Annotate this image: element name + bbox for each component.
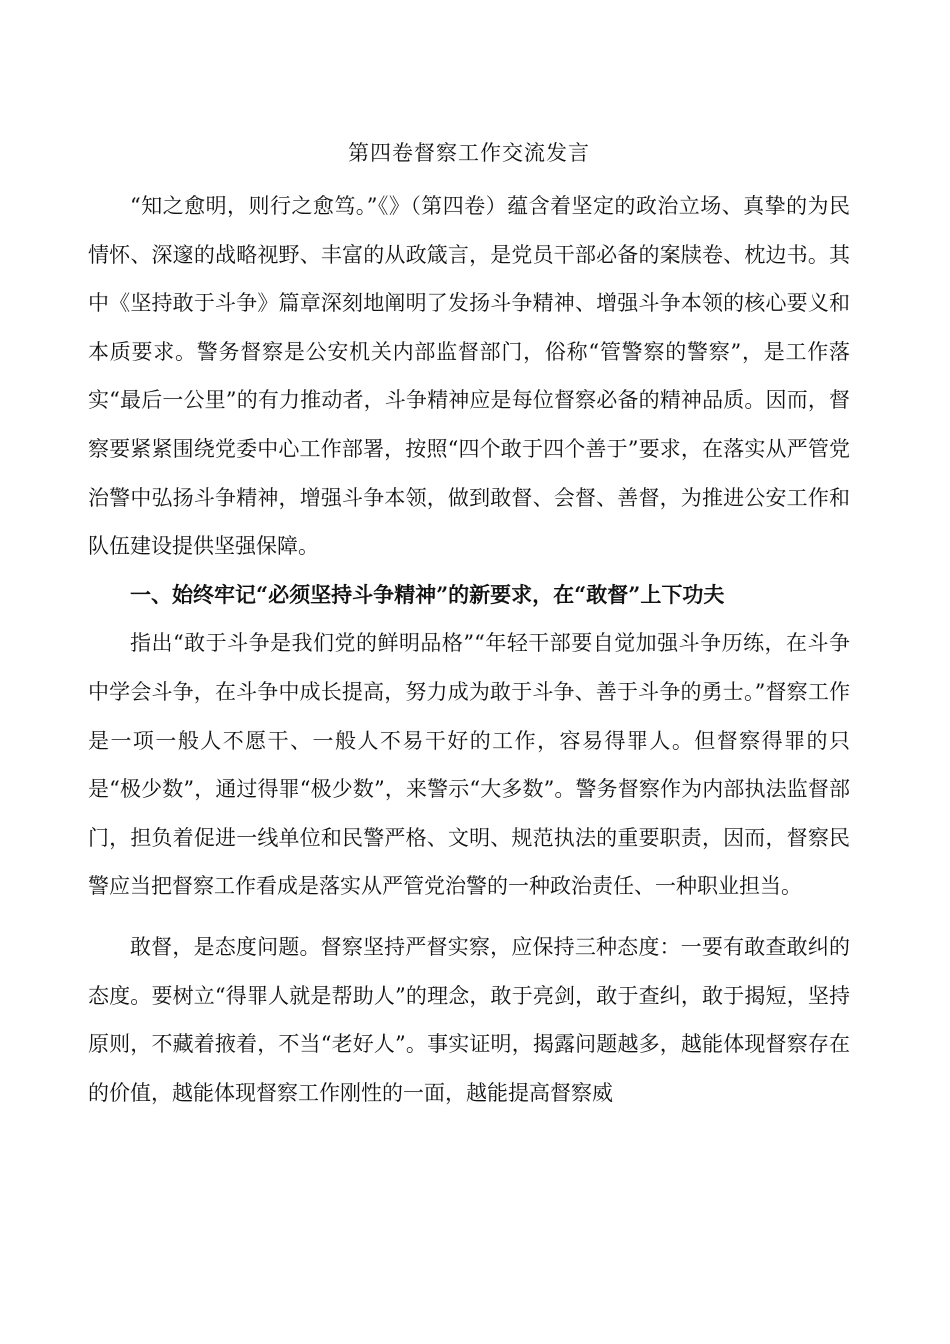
section1-paragraph-1: 指出“敢于斗争是我们党的鲜明品格”“年轻干部要自觉加强斗争历练，在斗争中学会斗争，在斗争中成长提高，努力成为敢于斗争、善于斗争的勇士。”督察工作是一项一般人不愿干、一般人不易干好的工作，容易得罪人。但督察得罪的只是“极少数”，通过得罪“极少数”，来警示“大多数”。警务督察作为内部执法监督部门，担负着促进一线单位和民警严格、文明、规范执法的重要职责，因而，督察民警应当把督察工作看成是落实从严管党治警的一种政治责任、一种职业担当。 [88,631,850,899]
intro-paragraph: “知之愈明，则行之愈笃。”《》（第四卷）蕴含着坚定的政治立场、真挚的为民情怀、深邃的战略视野、丰富的从政箴言，是党员干部必备的案牍卷、枕边书。其中《坚持敢于斗争》篇章深刻地阐明了发扬斗争精神、增强斗争本领的核心要义和本质要求。警务督察是公安机关内部监督部门，俗称“管警察的警察”，是工作落实“最后一公里”的有力推动者，斗争精神应是每位督察必备的精神品质。因而，督察要紧紧围绕党委中心工作部署，按照“四个敢于四个善于”要求，在落实从严管党治警中弘扬斗争精神，增强斗争本领，做到敢督、会督、善督，为推进公安工作和队伍建设提供坚强保障。 [88,194,850,559]
section1-paragraph-2: 敢督，是态度问题。督察坚持严督实察，应保持三种态度：一要有敢查敢纠的态度。要树立“得罪人就是帮助人”的理念，敢于亮剑，敢于查纠，敢于揭短，坚持原则，不藏着掖着，不当“老好人”。事实证明，揭露问题越多，越能体现督察存在的价值，越能体现督察工作刚性的一面，越能提高督察威 [88,934,850,1105]
document-title: 第四卷督察工作交流发言 [348,141,590,165]
document-body [88,136,850,1117]
paragraph-spacer [88,911,850,923]
section-heading-1: 一、始终牢记“必须坚持斗争精神”的新要求，在“敢督”上下功夫 [130,581,725,607]
